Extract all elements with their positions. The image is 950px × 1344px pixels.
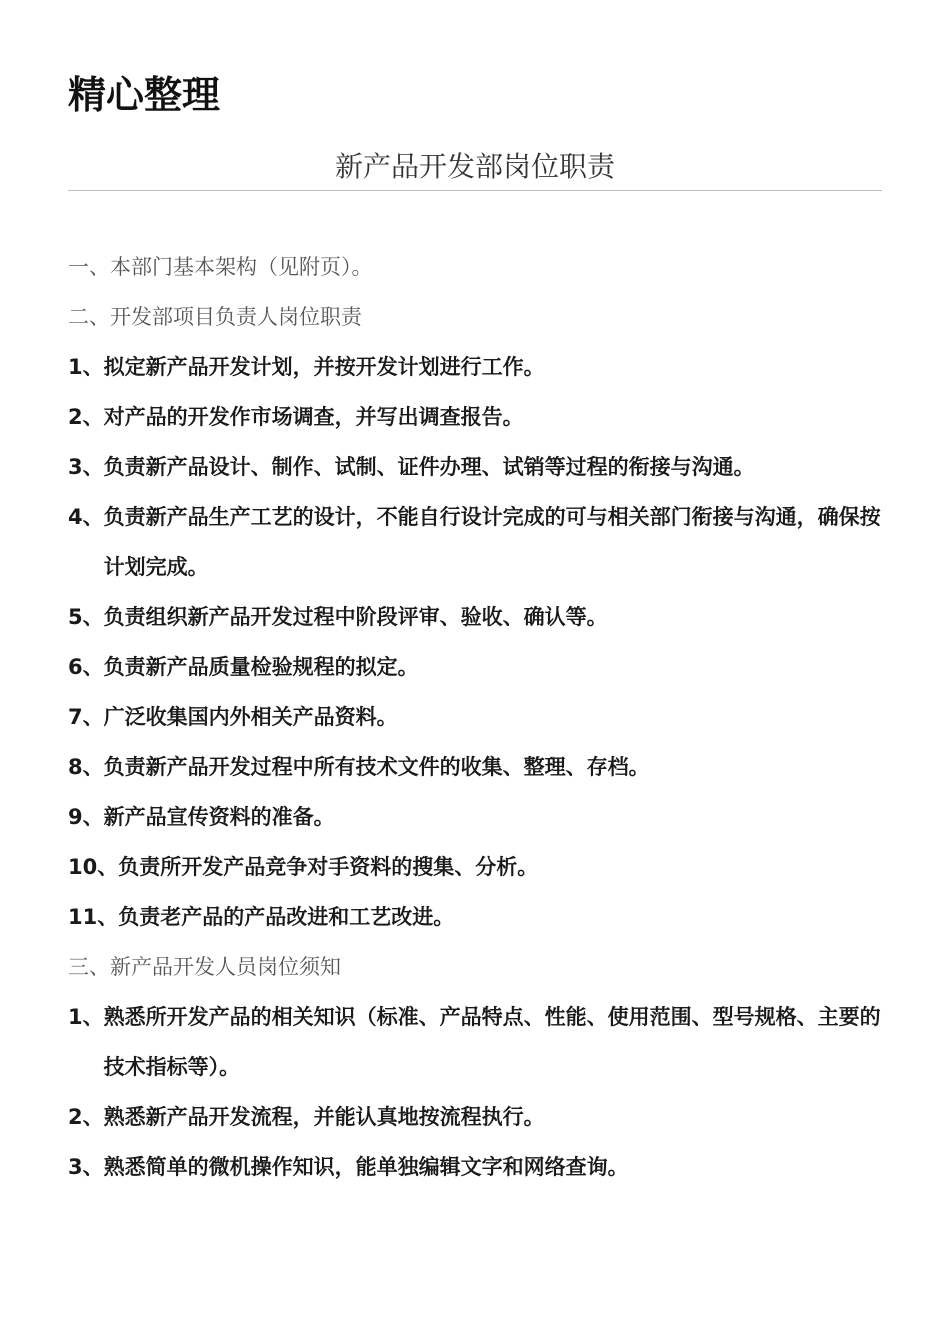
list-item-text: 对产品的开发作市场调查，并写出调查报告。 — [103, 405, 524, 429]
title-divider — [68, 190, 882, 191]
list-item — [68, 742, 888, 792]
list-item — [68, 992, 888, 1092]
list-item-number: 3、 — [68, 455, 104, 479]
list-item-text: 负责老产品的产品改进和工艺改进。 — [118, 905, 455, 929]
list-item-text: 广泛收集国内外相关产品资料。 — [103, 705, 398, 729]
list-item-number: 2、 — [68, 1105, 104, 1129]
list-item-number: 4、 — [68, 505, 104, 529]
list-item — [68, 442, 888, 492]
list-item-number: 8、 — [68, 755, 104, 779]
list-item-number: 9、 — [68, 805, 104, 829]
list-item-text: 负责新产品开发过程中所有技术文件的收集、整理、存档。 — [103, 755, 650, 779]
list-item — [68, 892, 888, 942]
list-item — [68, 792, 888, 842]
list-item-text: 熟悉新产品开发流程，并能认真地按流程执行。 — [103, 1105, 545, 1129]
list-item-text: 负责组织新产品开发过程中阶段评审、验收、确认等。 — [103, 605, 608, 629]
list-item-text: 熟悉所开发产品的相关知识（标准、产品特点、性能、使用范围、型号规格、主要的技术指标等）。 — [103, 1005, 881, 1079]
list-item — [68, 842, 888, 892]
list-item-number: 7、 — [68, 705, 104, 729]
list-item — [68, 1142, 888, 1192]
list-item-number: 2、 — [68, 405, 104, 429]
list-item — [68, 342, 888, 392]
list-item — [68, 592, 888, 642]
list-item-number: 5、 — [68, 605, 104, 629]
list-item — [68, 642, 888, 692]
list-item — [68, 692, 888, 742]
list-item — [68, 392, 888, 442]
list-item-number: 10、 — [68, 855, 119, 879]
document-body — [68, 242, 888, 1192]
list-item-text: 熟悉简单的微机操作知识，能单独编辑文字和网络查询。 — [103, 1155, 629, 1179]
list-item-text: 负责新产品质量检验规程的拟定。 — [103, 655, 419, 679]
list-item-text: 负责所开发产品竞争对手资料的搜集、分析。 — [118, 855, 539, 879]
list-item — [68, 492, 888, 592]
list-item-number: 3、 — [68, 1155, 104, 1179]
section-heading: 一、本部门基本架构（见附页）。 — [68, 255, 373, 279]
list-item-number: 1、 — [68, 1005, 104, 1029]
list-item-number: 1、 — [68, 355, 104, 379]
list-item-number: 6、 — [68, 655, 104, 679]
list-item-number: 11、 — [68, 905, 119, 929]
watermark-text: 精心整理 — [68, 73, 221, 117]
list-item-text: 负责新产品生产工艺的设计，不能自行设计完成的可与相关部门衔接与沟通，确保按计划完成。 — [103, 505, 881, 579]
list-item-text: 负责新产品设计、制作、试制、证件办理、试销等过程的衔接与沟通。 — [103, 455, 755, 479]
list-item — [68, 1092, 888, 1142]
list-item-text: 新产品宣传资料的准备。 — [103, 805, 335, 829]
section-heading: 二、开发部项目负责人岗位职责 — [68, 305, 362, 329]
list-item-text: 拟定新产品开发计划，并按开发计划进行工作。 — [103, 355, 545, 379]
document-title: 新产品开发部岗位职责 — [334, 150, 615, 183]
section-heading: 三、新产品开发人员岗位须知 — [68, 955, 341, 979]
